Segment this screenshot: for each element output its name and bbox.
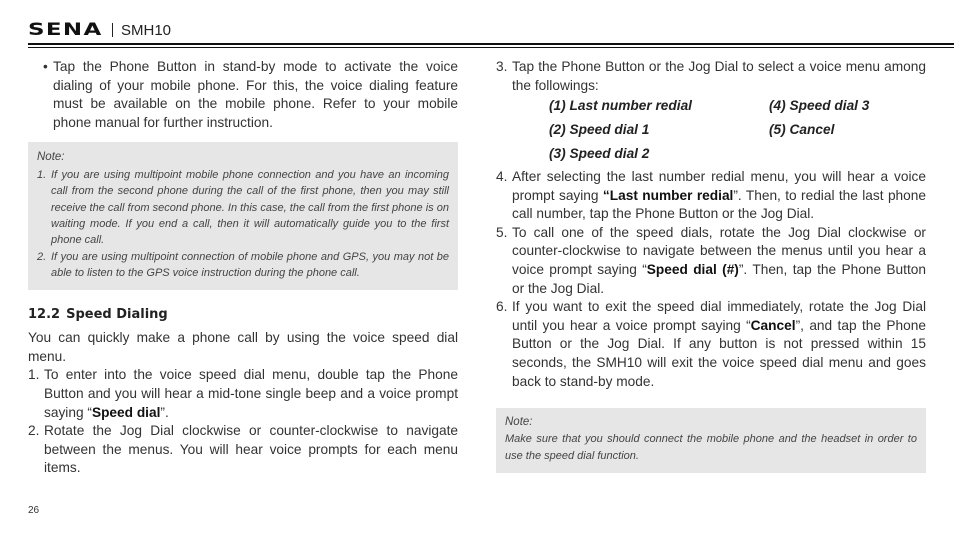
- step-text: After selecting the last number redial menu, you will hear a voice prompt saying “Last number redial”. Then, to redial the last phone call number, tap the Phone Button or the Jog Dial.: [512, 168, 926, 222]
- note-text: Make sure that you should connect the mobile phone and the headset in order to use the speed dial function.: [505, 433, 917, 462]
- menu-option: (5) Cancel: [769, 122, 835, 138]
- step-number: 6.: [496, 299, 508, 315]
- voice-prompt: “Last number redial: [602, 187, 734, 203]
- step-text: To call one of the speed dials, rotate the Jog Dial clockwise or counter-clockwise to navigate between the menus until you hear a voice prompt saying “Speed dial (#)”. Then, tap the Phone Button or the Jog Dial.: [512, 224, 926, 296]
- menu-option: (3) Speed dial 2: [549, 146, 650, 162]
- bullet-icon: •: [43, 59, 48, 74]
- step-number: 1.: [28, 367, 40, 383]
- page-header: [28, 18, 171, 42]
- step-number: 5.: [496, 224, 508, 240]
- note-label: Note:: [37, 151, 65, 164]
- note-box-speed-dial: [496, 408, 926, 473]
- voice-menu-list: [549, 97, 926, 164]
- section-intro: You can quickly make a phone call by using the voice speed dial menu.: [28, 330, 458, 364]
- intro-bullet: [28, 58, 458, 132]
- menu-option: (1) Last number redial: [549, 98, 692, 114]
- voice-prompt: Speed dial (#): [646, 261, 739, 277]
- page-number: 26: [28, 505, 40, 516]
- note-item: [37, 167, 449, 249]
- step-text: To enter into the voice speed dial menu, double tap the Phone Button and you will hear a mid-tone single beep and a voice prompt saying “Speed dial”.: [44, 367, 458, 420]
- note-item: [37, 249, 449, 282]
- step-number: 3.: [496, 59, 508, 74]
- menu-option: (2) Speed dial 1: [549, 122, 650, 138]
- step-item: [496, 224, 926, 298]
- section-number: 12.2: [28, 306, 61, 322]
- section-heading: [28, 306, 458, 325]
- step-item: [496, 298, 926, 391]
- step-text: Rotate the Jog Dial clockwise or counter-clockwise to navigate between the menus. You will hear voice prompts for each menu items.: [44, 423, 458, 476]
- model-name: SMH10: [121, 21, 172, 39]
- menu-option: (4) Speed dial 3: [769, 98, 870, 114]
- intro-bullet-text: Tap the Phone Button in stand-by mode to activate the voice dialing of your mobile phone. For this, the voice dialing feature must be available on the mobile phone. Refer to your mobile phone manual for further instruction.: [53, 59, 458, 130]
- left-column: [28, 58, 458, 478]
- section-title: Speed Dialing: [66, 306, 168, 322]
- step-item: [28, 422, 458, 478]
- note-box-multipoint: [28, 142, 458, 289]
- voice-prompt: Speed dial: [91, 404, 161, 420]
- note-item-text: If you are using multipoint mobile phone connection and you have an incoming call from the second phone during the call of the first phone, then you may still receive the call from second phone. In this case, the call from the first phone is on waiting mode. If you end a call, then it will automatically guide you to the first phone call.: [51, 168, 449, 247]
- note-label: Note:: [505, 416, 533, 428]
- step-item: [28, 366, 458, 422]
- note-item-number: 1.: [37, 168, 47, 181]
- note-item-number: 2.: [37, 250, 47, 263]
- step-item: [496, 168, 926, 224]
- step-number: 2.: [28, 423, 40, 439]
- note-item-text: If you are using multipoint connection of mobile phone and GPS, you may not be able to listen to the GPS voice instruction during the phone call.: [51, 250, 449, 280]
- header-rule-thick: [28, 43, 954, 45]
- step-text: Tap the Phone Button or the Jog Dial to select a voice menu among the followings:: [512, 59, 926, 93]
- voice-prompt: Cancel: [750, 317, 796, 333]
- step-number: 4.: [496, 168, 508, 184]
- sena-logo: SENA: [28, 20, 103, 40]
- step-item: [496, 58, 926, 95]
- right-column: [496, 58, 926, 391]
- header-rule-thin: [28, 47, 954, 48]
- step-text: If you want to exit the speed dial immediately, rotate the Jog Dial until you hear a voice prompt saying “Cancel”, and tap the Phone Button or the Jog Dial. If any button is not pressed within 15 seconds, the SMH10 will exit the voice speed dial menu and goes back to stand-by mode.: [512, 299, 926, 389]
